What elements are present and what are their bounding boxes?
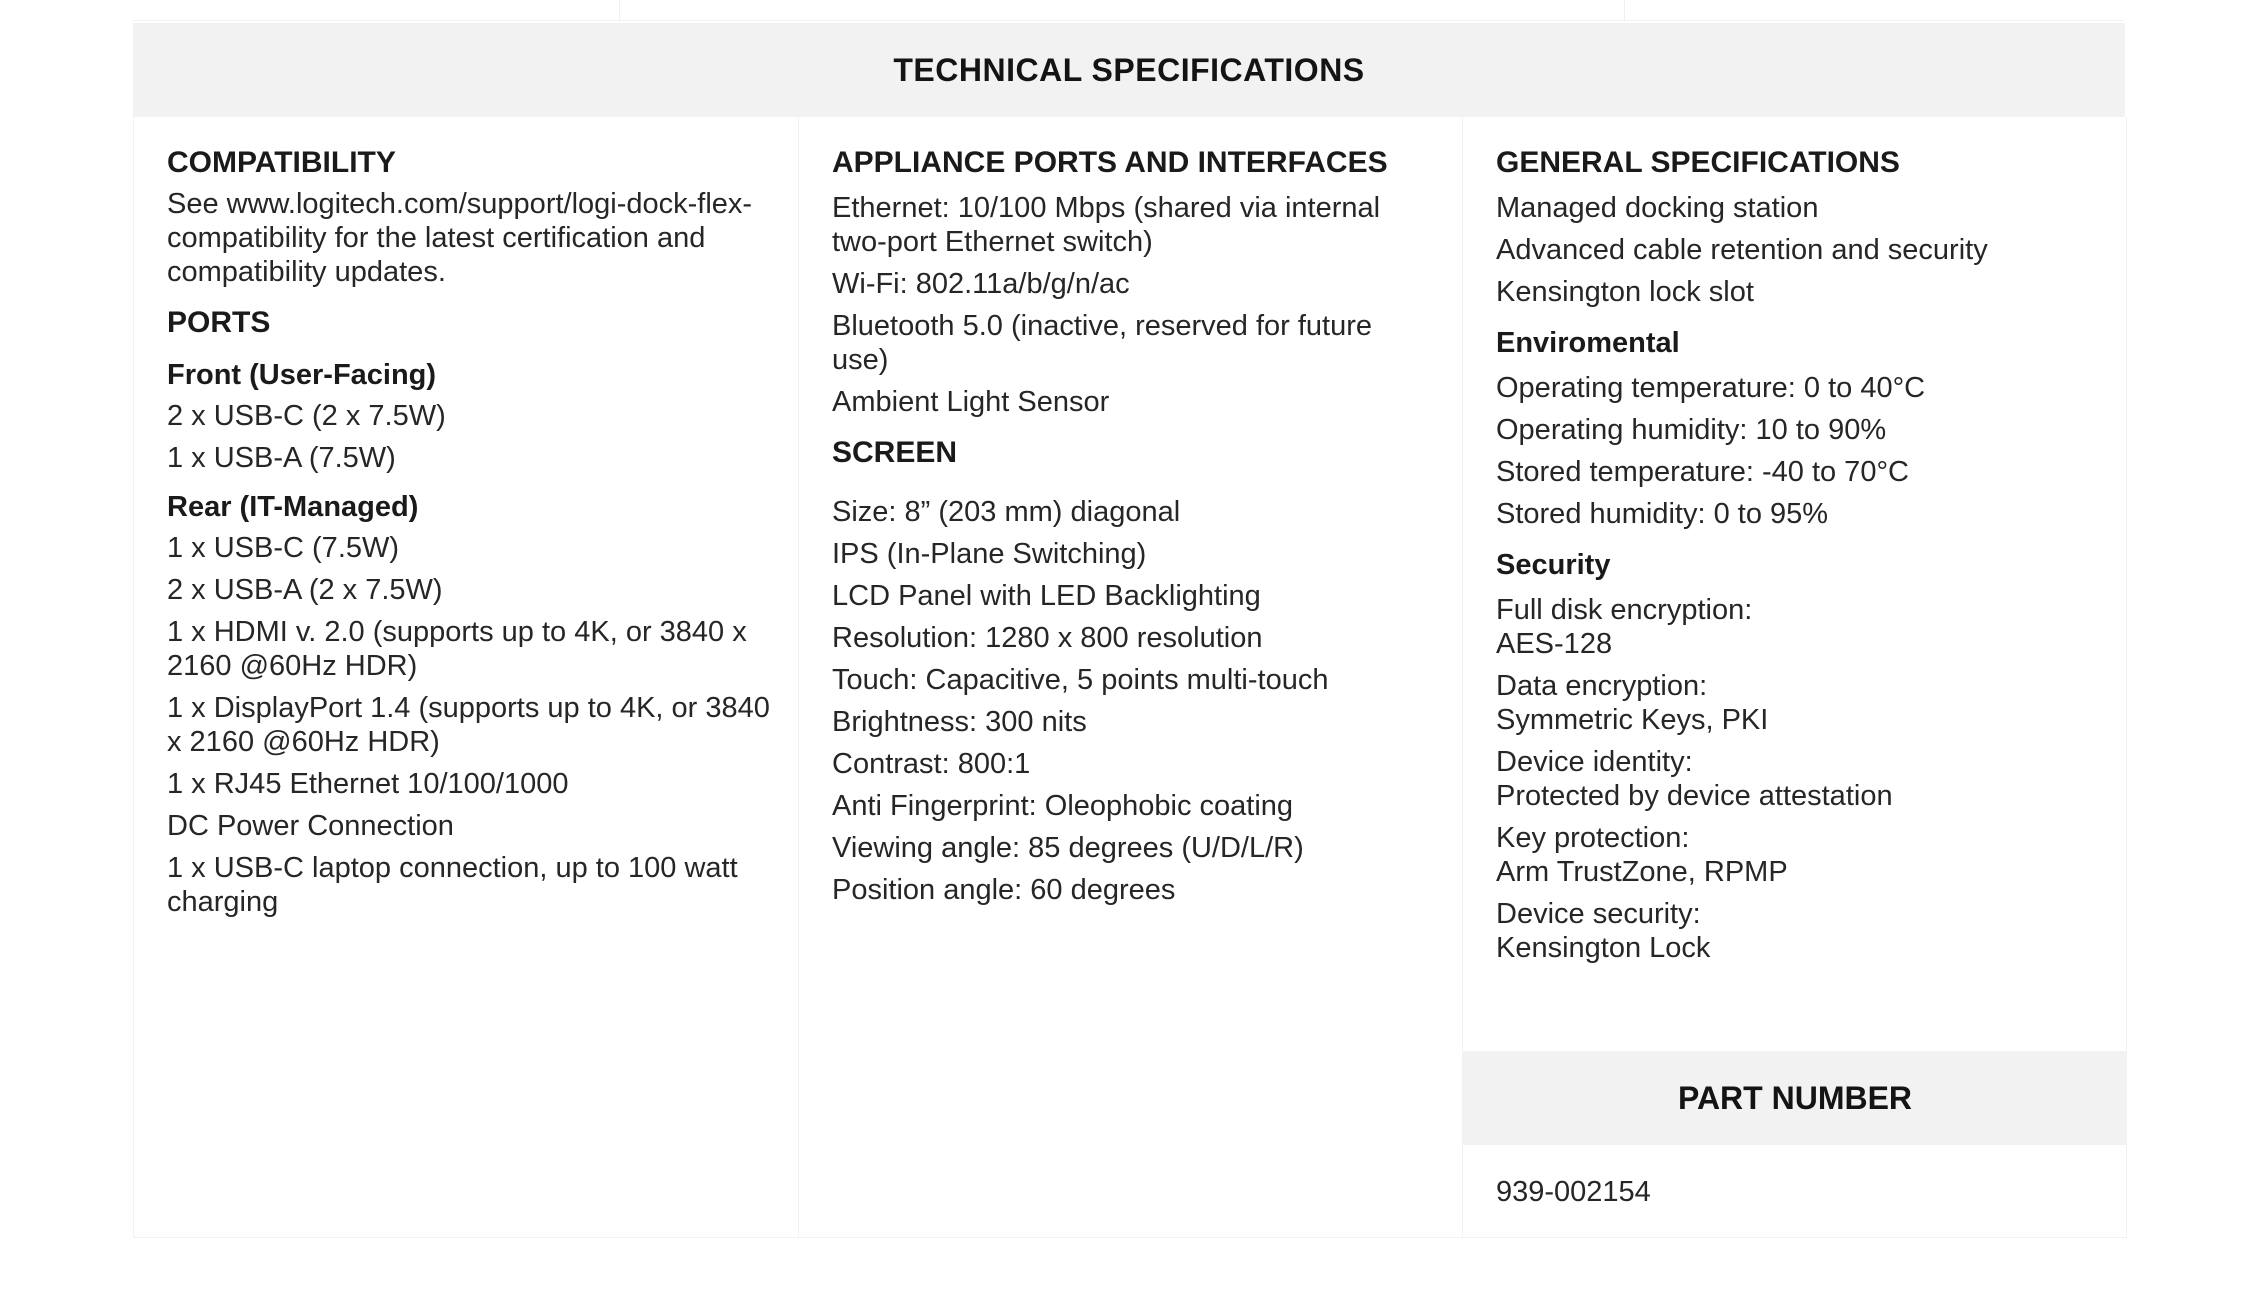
screen-section [832, 433, 1434, 907]
security-value: Arm TrustZone, RPMP [1496, 856, 1788, 888]
security-value: AES-128 [1496, 628, 1613, 660]
list-item: Bluetooth 5.0 (inactive, reserved for future use) [832, 310, 1373, 376]
environmental-section [1496, 323, 2098, 531]
security-value: Protected by device attestation [1496, 780, 1893, 812]
part-number-value: 939-002154 [1496, 1176, 1651, 1208]
security-label: Data encryption: [1496, 670, 1708, 702]
ports-section [167, 303, 770, 919]
column-general [1462, 117, 2126, 1237]
list-item: Operating temperature: 0 to 40°C [1496, 372, 1926, 404]
list-item: Size: 8” (203 mm) diagonal [832, 496, 1181, 528]
list-item: Wi-Fi: 802.11a/b/g/n/ac [832, 268, 1130, 300]
front-ports-heading: Front (User-Facing) [167, 359, 437, 391]
security-value: Symmetric Keys, PKI [1496, 704, 1769, 736]
previous-table-bottom [132, 0, 2124, 21]
list-item: Managed docking station [1496, 192, 1819, 224]
list-item: 1 x RJ45 Ethernet 10/100/1000 [167, 768, 569, 800]
security-value: Kensington Lock [1496, 932, 1711, 964]
security-heading: Security [1496, 549, 1611, 581]
screen-heading: SCREEN [832, 436, 958, 469]
list-item: 1 x HDMI v. 2.0 (supports up to 4K, or 3840 x 2160 @60Hz HDR) [167, 616, 747, 682]
list-item: DC Power Connection [167, 810, 454, 842]
list-item: Contrast: 800:1 [832, 748, 1031, 780]
specs-header [133, 23, 2125, 117]
compatibility-text: See www.logitech.com/support/logi-dock-flex-compatibility for the latest certification and compatibility updates. [167, 188, 753, 288]
general-section [1496, 143, 2098, 309]
specs-title: TECHNICAL SPECIFICATIONS [893, 51, 1365, 88]
list-item: Resolution: 1280 x 800 resolution [832, 622, 1263, 654]
ports-heading: PORTS [167, 306, 271, 339]
list-item: Ambient Light Sensor [832, 386, 1110, 418]
compatibility-section [167, 143, 770, 289]
list-item [1496, 897, 2098, 965]
list-item [1496, 669, 2098, 737]
list-item: Stored humidity: 0 to 95% [1496, 498, 1829, 530]
list-item: Stored temperature: -40 to 70°C [1496, 456, 1909, 488]
column-appliance-screen [798, 117, 1462, 1237]
list-item: Kensington lock slot [1496, 276, 1754, 308]
list-item: 2 x USB-C (2 x 7.5W) [167, 400, 446, 432]
security-label: Device security: [1496, 898, 1701, 930]
list-item [1496, 593, 2098, 661]
list-item: Advanced cable retention and security [1496, 234, 1988, 266]
security-label: Device identity: [1496, 746, 1693, 778]
column-compatibility-ports [134, 117, 798, 1237]
list-item: Viewing angle: 85 degrees (U/D/L/R) [832, 832, 1304, 864]
security-label: Key protection: [1496, 822, 1690, 854]
list-item: Position angle: 60 degrees [832, 874, 1176, 906]
part-number-header [1463, 1051, 2127, 1145]
list-item: Operating humidity: 10 to 90% [1496, 414, 1887, 446]
list-item: 1 x DisplayPort 1.4 (supports up to 4K, or 3840 x 2160 @60Hz HDR) [167, 692, 770, 758]
list-item: 2 x USB-A (2 x 7.5W) [167, 574, 443, 606]
list-item: Touch: Capacitive, 5 points multi-touch [832, 664, 1329, 696]
list-item [1496, 745, 2098, 813]
security-section [1496, 545, 2098, 965]
environmental-heading: Enviromental [1496, 327, 1680, 359]
column-divider [619, 0, 620, 20]
column-divider [1624, 0, 1625, 20]
list-item: Ethernet: 10/100 Mbps (shared via internal two-port Ethernet switch) [832, 192, 1381, 258]
appliance-section [832, 143, 1434, 419]
list-item: Anti Fingerprint: Oleophobic coating [832, 790, 1294, 822]
specs-table [133, 117, 2127, 1238]
list-item: Brightness: 300 nits [832, 706, 1087, 738]
part-number-title: PART NUMBER [1677, 1079, 1913, 1116]
compatibility-heading: COMPATIBILITY [167, 146, 396, 179]
appliance-heading: APPLIANCE PORTS AND INTERFACES [832, 146, 1388, 179]
security-label: Full disk encryption: [1496, 594, 1753, 626]
list-item: 1 x USB-A (7.5W) [167, 442, 396, 474]
list-item: 1 x USB-C (7.5W) [167, 532, 400, 564]
list-item: LCD Panel with LED Backlighting [832, 580, 1261, 612]
list-item: IPS (In-Plane Switching) [832, 538, 1147, 570]
rear-ports-heading: Rear (IT-Managed) [167, 491, 419, 523]
list-item: 1 x USB-C laptop connection, up to 100 watt charging [167, 852, 738, 918]
general-heading: GENERAL SPECIFICATIONS [1496, 146, 1900, 179]
list-item [1496, 821, 2098, 889]
